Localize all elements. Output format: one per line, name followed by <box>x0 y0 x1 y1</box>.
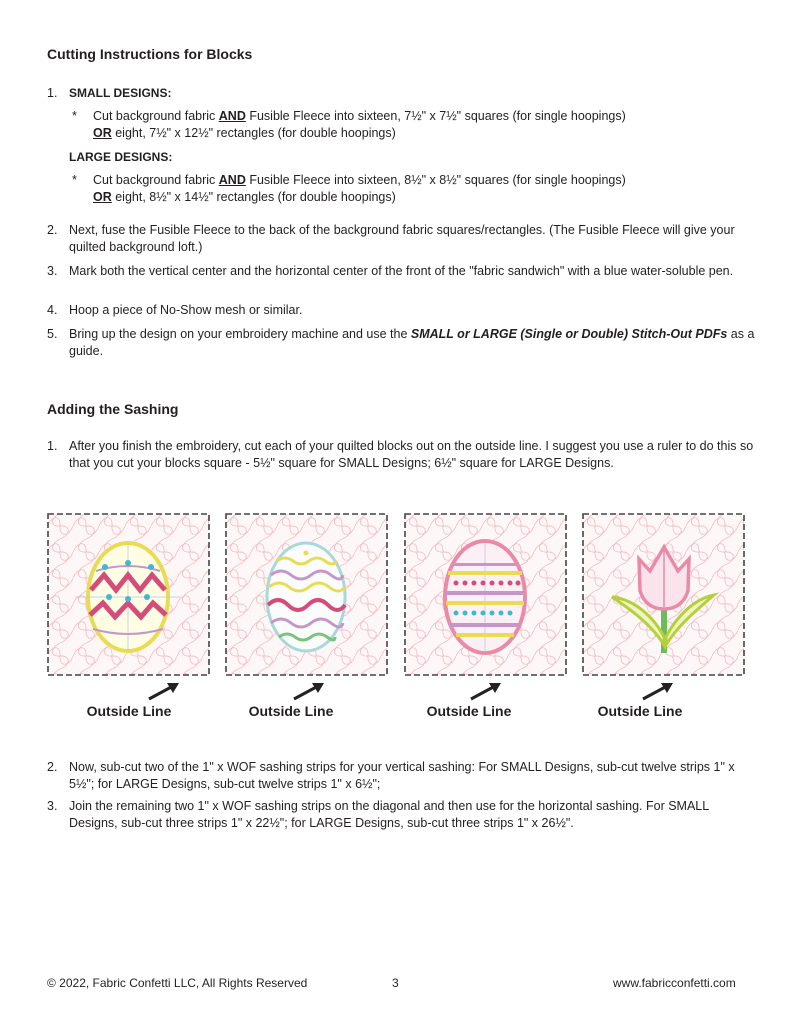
small-designs-label: SMALL DESIGNS: <box>69 86 172 100</box>
small-designs-instructions: Cut background fabric AND Fusible Fleece into sixteen, 7½" x 7½" squares (for single hoopings) OR eight, 7½" x 12½" rectangles (for double hoopings) <box>93 109 626 140</box>
large-designs-label: LARGE DESIGNS: <box>69 150 173 164</box>
block-striped-egg <box>404 513 567 676</box>
cutting-heading: Cutting Instructions for Blocks <box>47 46 253 62</box>
list-number: 2. <box>47 223 58 237</box>
zigzag-egg-image <box>47 513 210 676</box>
outside-line-label: Outside Line <box>597 703 683 719</box>
tulip-image <box>582 513 745 676</box>
sashing-step-1: After you finish the embroidery, cut each of your quilted blocks out on the outside line. I suggest you use a ruler to do this so that you cut your blocks square - 5½" square for SMALL Designs; 6½" square for LARGE Designs. <box>69 439 754 470</box>
striped-egg-image <box>404 513 567 676</box>
list-number: 1. <box>47 86 58 100</box>
sashing-step-2: Now, sub-cut two of the 1" x WOF sashing strips for your vertical sashing: For SMALL Designs, sub-cut twelve strips 1" x 5½"; for LARGE Designs, sub-cut twelve strips 1" x 6½"; <box>69 760 735 791</box>
cutting-step-4: Hoop a piece of No-Show mesh or similar. <box>69 303 303 317</box>
bullet-star: * <box>72 173 77 187</box>
list-number: 4. <box>47 303 58 317</box>
footer-website[interactable]: www.fabricconfetti.com <box>613 976 736 990</box>
cutting-step-3: Mark both the vertical center and the horizontal center of the front of the "fabric sandwich" with a blue water-soluble pen. <box>69 264 734 278</box>
list-number: 3. <box>47 799 58 813</box>
cutting-step-2: Next, fuse the Fusible Fleece to the back of the background fabric squares/rectangles. (The Fusible Fleece will give your quilted background loft.) <box>69 223 735 254</box>
bullet-star: * <box>72 109 77 123</box>
outside-line-label: Outside Line <box>86 703 172 719</box>
sashing-heading: Adding the Sashing <box>47 401 179 417</box>
outside-line-label: Outside Line <box>426 703 512 719</box>
page-number: 3 <box>392 976 399 990</box>
list-number: 1. <box>47 439 58 453</box>
list-number: 2. <box>47 760 58 774</box>
large-designs-instructions: Cut background fabric AND Fusible Fleece into sixteen, 8½" x 8½" squares (for single hoopings) OR eight, 8½" x 14½" rectangles (for double hoopings) <box>93 173 626 204</box>
block-zigzag-egg <box>47 513 210 676</box>
cutting-step-5: Bring up the design on your embroidery machine and use the SMALL or LARGE (Single or Double) Stitch-Out PDFs as a guide. <box>69 327 755 358</box>
list-number: 3. <box>47 264 58 278</box>
block-wavy-egg <box>225 513 388 676</box>
block-tulip <box>582 513 745 676</box>
list-number: 5. <box>47 327 58 341</box>
footer-copyright: © 2022, Fabric Confetti LLC, All Rights Reserved <box>47 976 308 990</box>
sashing-step-3: Join the remaining two 1" x WOF sashing strips on the diagonal and then use for the horizontal sashing. For SMALL Designs, sub-cut three strips 1" x 22½"; for LARGE Designs, sub-cut three strips 1" x 26½". <box>69 799 709 830</box>
wavy-egg-image <box>225 513 388 676</box>
outside-line-label: Outside Line <box>248 703 334 719</box>
